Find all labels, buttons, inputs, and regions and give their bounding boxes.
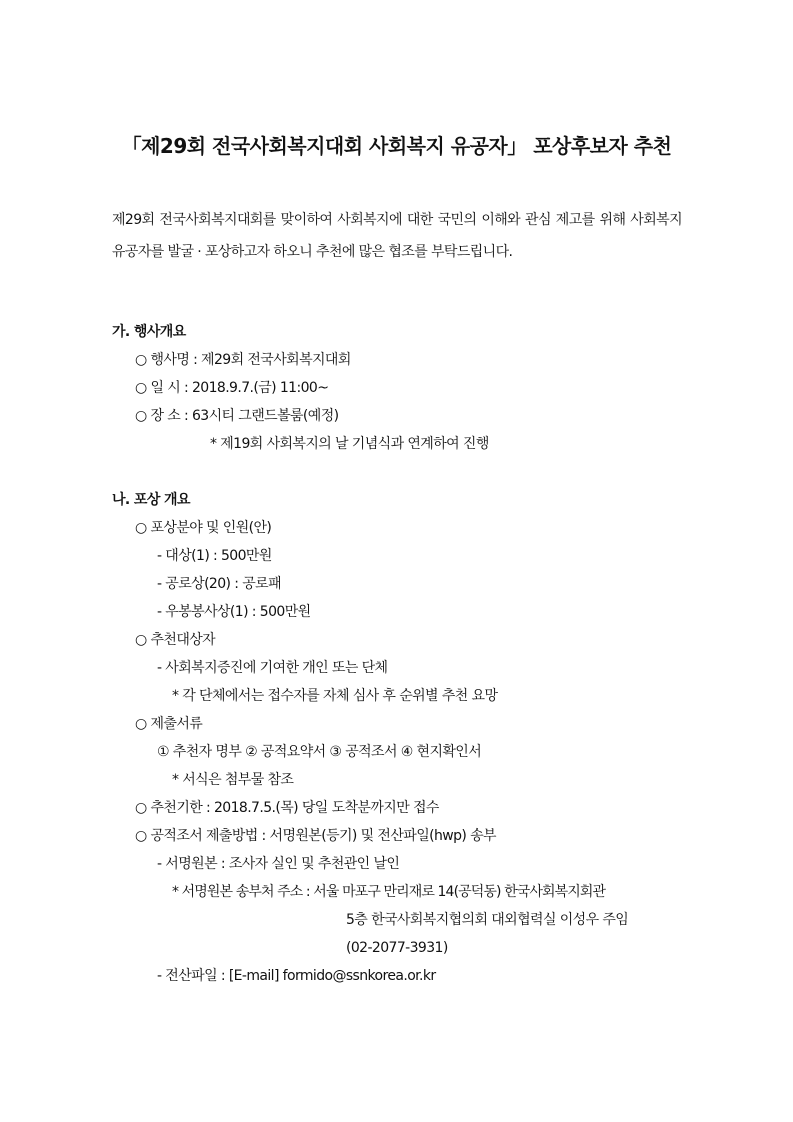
award-target-item: - 사회복지증진에 기여한 개인 또는 단체 (157, 660, 388, 676)
award-deadline: ○ 추천기한 : 2018.7.5.(목) 당일 도착분까지만 접수 (135, 800, 439, 816)
award-field-item: - 공로상(20) : 공로패 (157, 576, 282, 592)
award-method: ○ 공적조서 제출방법 : 서명원본(등기) 및 전산파일(hwp) 송부 (135, 828, 496, 844)
award-docs-item: ① 추천자 명부 ② 공적요약서 ③ 공적조서 ④ 현지확인서 (157, 744, 482, 760)
award-docs: ○ 제출서류 (135, 716, 203, 732)
award-address-line2: 5층 한국사회복지협의회 대외협력실 이성우 주임 (346, 912, 629, 928)
award-docs-note: * 서식은 첨부물 참조 (172, 772, 294, 788)
section-heading-event: 가. 행사개요 (112, 324, 186, 340)
event-date: ○ 일 시 : 2018.9.7.(금) 11:00~ (135, 380, 329, 396)
award-method-file: - 전산파일 : [E-mail] formido@ssnkorea.or.kr (157, 968, 436, 984)
event-name: ○ 행사명 : 제29회 전국사회복지대회 (135, 352, 351, 368)
award-field-item: - 우봉봉사상(1) : 500만원 (157, 604, 311, 620)
section-heading-award: 나. 포상 개요 (112, 492, 190, 508)
intro-paragraph: 제29회 전국사회복지대회를 맞이하여 사회복지에 대한 국민의 이해와 관심 제고를 위해 사회복지 유공자를 발굴 · 포상하고자 하오니 추천에 많은 협조를 부탁드립니다. (112, 212, 682, 260)
award-target-note: * 각 단체에서는 접수자를 자체 심사 후 순위별 추천 요망 (172, 688, 498, 704)
award-address-line3: (02-2077-3931) (346, 940, 448, 956)
award-field-item: - 대상(1) : 500만원 (157, 548, 272, 564)
award-method-original: - 서명원본 : 조사자 실인 및 추천관인 날인 (157, 856, 400, 872)
award-address-line1: * 서명원본 송부처 주소 : 서울 마포구 만리재로 14(공덕동) 한국사회복지회관 (172, 884, 606, 900)
award-field: ○ 포상분야 및 인원(안) (135, 520, 272, 536)
award-target: ○ 추천대상자 (135, 632, 216, 648)
event-place: ○ 장 소 : 63시티 그랜드볼룸(예정) (135, 408, 339, 424)
document-title: 「제29회 전국사회복지대회 사회복지 유공자」 포상후보자 추천 (121, 134, 672, 158)
event-place-note: * 제19회 사회복지의 날 기념식과 연계하여 진행 (210, 436, 489, 452)
